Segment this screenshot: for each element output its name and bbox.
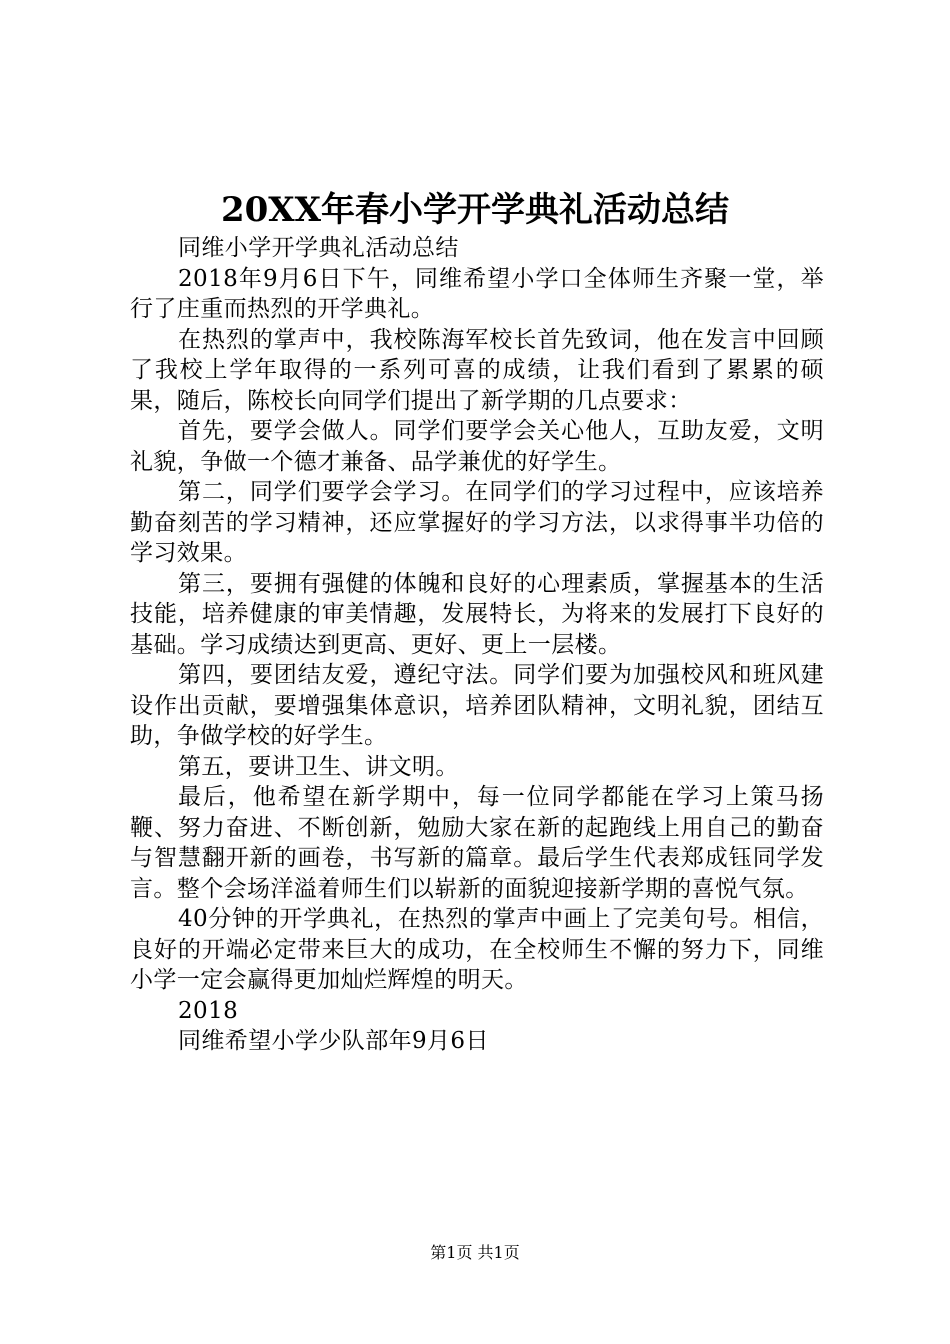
page-footer: 第1页 共1页 — [430, 1243, 520, 1262]
paragraph-conclusion: 40分钟的开学典礼，在热烈的掌声中画上了完美句号。相信，良好的开端必定带来巨大的成功，在全校师生不懈的努力下，同维小学一定会赢得更加灿烂辉煌的明天。 — [130, 906, 824, 993]
paragraph-subtitle: 同维小学开学典礼活动总结 — [178, 235, 459, 261]
paragraph-third-requirement: 第三，要拥有强健的体魄和良好的心理素质，掌握基本的生活技能，培养健康的审美情趣，发展特长，为将来的发展打下良好的基础。学习成绩达到更高、更好、更上一层楼。 — [130, 570, 824, 658]
paragraph-closing-hope: 最后，他希望在新学期中，每一位同学都能在学习上策马扬鞭、努力奋进、不断创新，勉励大家在新的起跑线上用自己的勤奋与智慧翻开新的画卷，书写新的篇章。最后学生代表郑成钰同学发言。整个会场洋溢着师生们以崭新的面貌迎接新学期的喜悦气氛。 — [130, 784, 824, 902]
document-title: 20XX年春小学开学典礼活动总结 — [220, 190, 730, 230]
paragraph-intro: 2018年9月6日下午，同维希望小学口全体师生齐聚一堂，举行了庄重而热烈的开学典礼。 — [130, 265, 824, 322]
paragraph-second-requirement: 第二，同学们要学会学习。在同学们的学习过程中，应该培养勤奋刻苦的学习精神，还应掌握好的学习方法，以求得事半功倍的学习效果。 — [130, 479, 824, 566]
paragraph-fifth-requirement: 第五，要讲卫生、讲文明。 — [178, 753, 459, 780]
paragraph-speech: 在热烈的掌声中，我校陈海军校长首先致词，他在发言中回顾了我校上学年取得的一系列可喜的成绩，让我们看到了累累的硕果，随后，陈校长向同学们提出了新学期的几点要求： — [130, 326, 824, 414]
document-body — [130, 233, 824, 1057]
signature-year: 2018 — [178, 997, 239, 1024]
signature-organization-date: 同维希望小学少队部年9月6日 — [178, 1028, 489, 1054]
paragraph-first-requirement: 首先，要学会做人。同学们要学会关心他人，互助友爱，文明礼貌，争做一个德才兼备、品学兼优的好学生。 — [130, 418, 824, 475]
paragraph-fourth-requirement: 第四，要团结友爱，遵纪守法。同学们要为加强校风和班风建设作出贡献，要增强集体意识，培养团队精神，文明礼貌，团结互助，争做学校的好学生。 — [130, 662, 824, 749]
